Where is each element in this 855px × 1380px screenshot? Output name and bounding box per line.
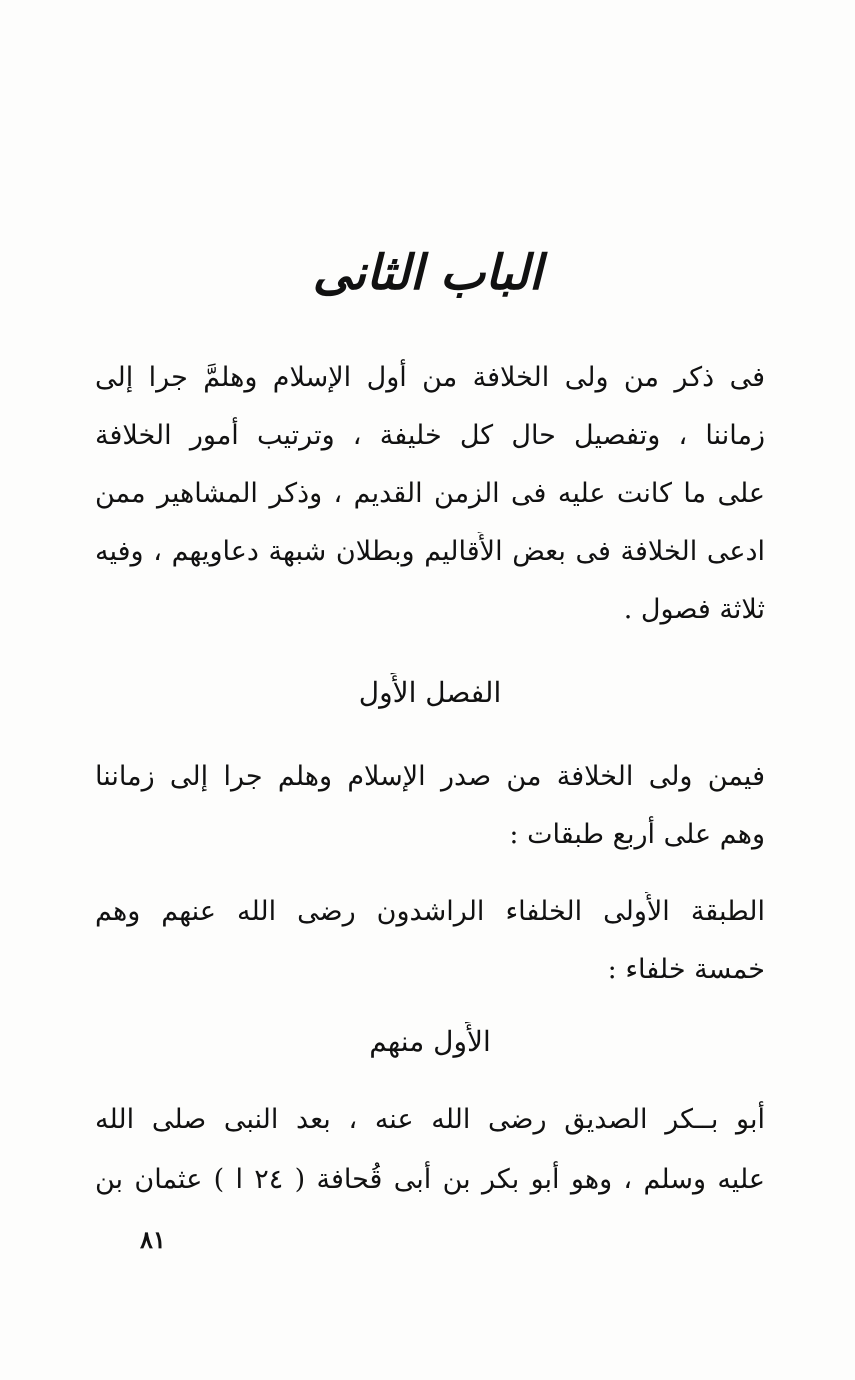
intro-line-5: ثلاثة فصول . bbox=[623, 594, 765, 625]
section-heading: الفصل الأَول bbox=[358, 676, 502, 709]
section-line-1: فيمن ولى الخلافة من صدر الإسلام وهلم جرا إلى زماننا bbox=[95, 761, 765, 792]
section-line-2: وهم على أَربع طبقات : bbox=[509, 819, 765, 850]
tier-line-1: الطبقة الأُولى الخلفاء الراشدون رضى الله عنهم وهم bbox=[95, 896, 765, 927]
intro-line-4: ادعى الخلافة فى بعض الأَقاليم وبطلان شبهة دعاويهم ، وفيه bbox=[95, 536, 765, 567]
intro-line-2: زماننا ، وتفصيل حال كل خليفة ، وترتيب أُمور الخلافة bbox=[95, 420, 765, 451]
chapter-title: الباب الثانى bbox=[312, 245, 543, 301]
caliph-line-2: عليه وسلم ، وهو أَبو بكر بن أَبى قُحافة ( ٢٤ ا ) عثمان بن bbox=[95, 1164, 765, 1195]
intro-line-1: فى ذكر من ولى الخلافة من أول الإسلام وهلمَّ جرا إلى bbox=[95, 362, 765, 393]
tier-line-2: خمسة خلفاء : bbox=[607, 954, 765, 985]
caliph-line-1: أَبو بــكر الصديق رضى الله عنه ، بعد النبى صلى الله bbox=[95, 1104, 765, 1135]
intro-line-3: على ما كانت عليه فى الزمن القديم ، وذكر المشاهير ممن bbox=[95, 478, 765, 509]
page-number: ٨١ bbox=[140, 1225, 166, 1254]
subheading: الأَول منهم bbox=[369, 1025, 491, 1058]
